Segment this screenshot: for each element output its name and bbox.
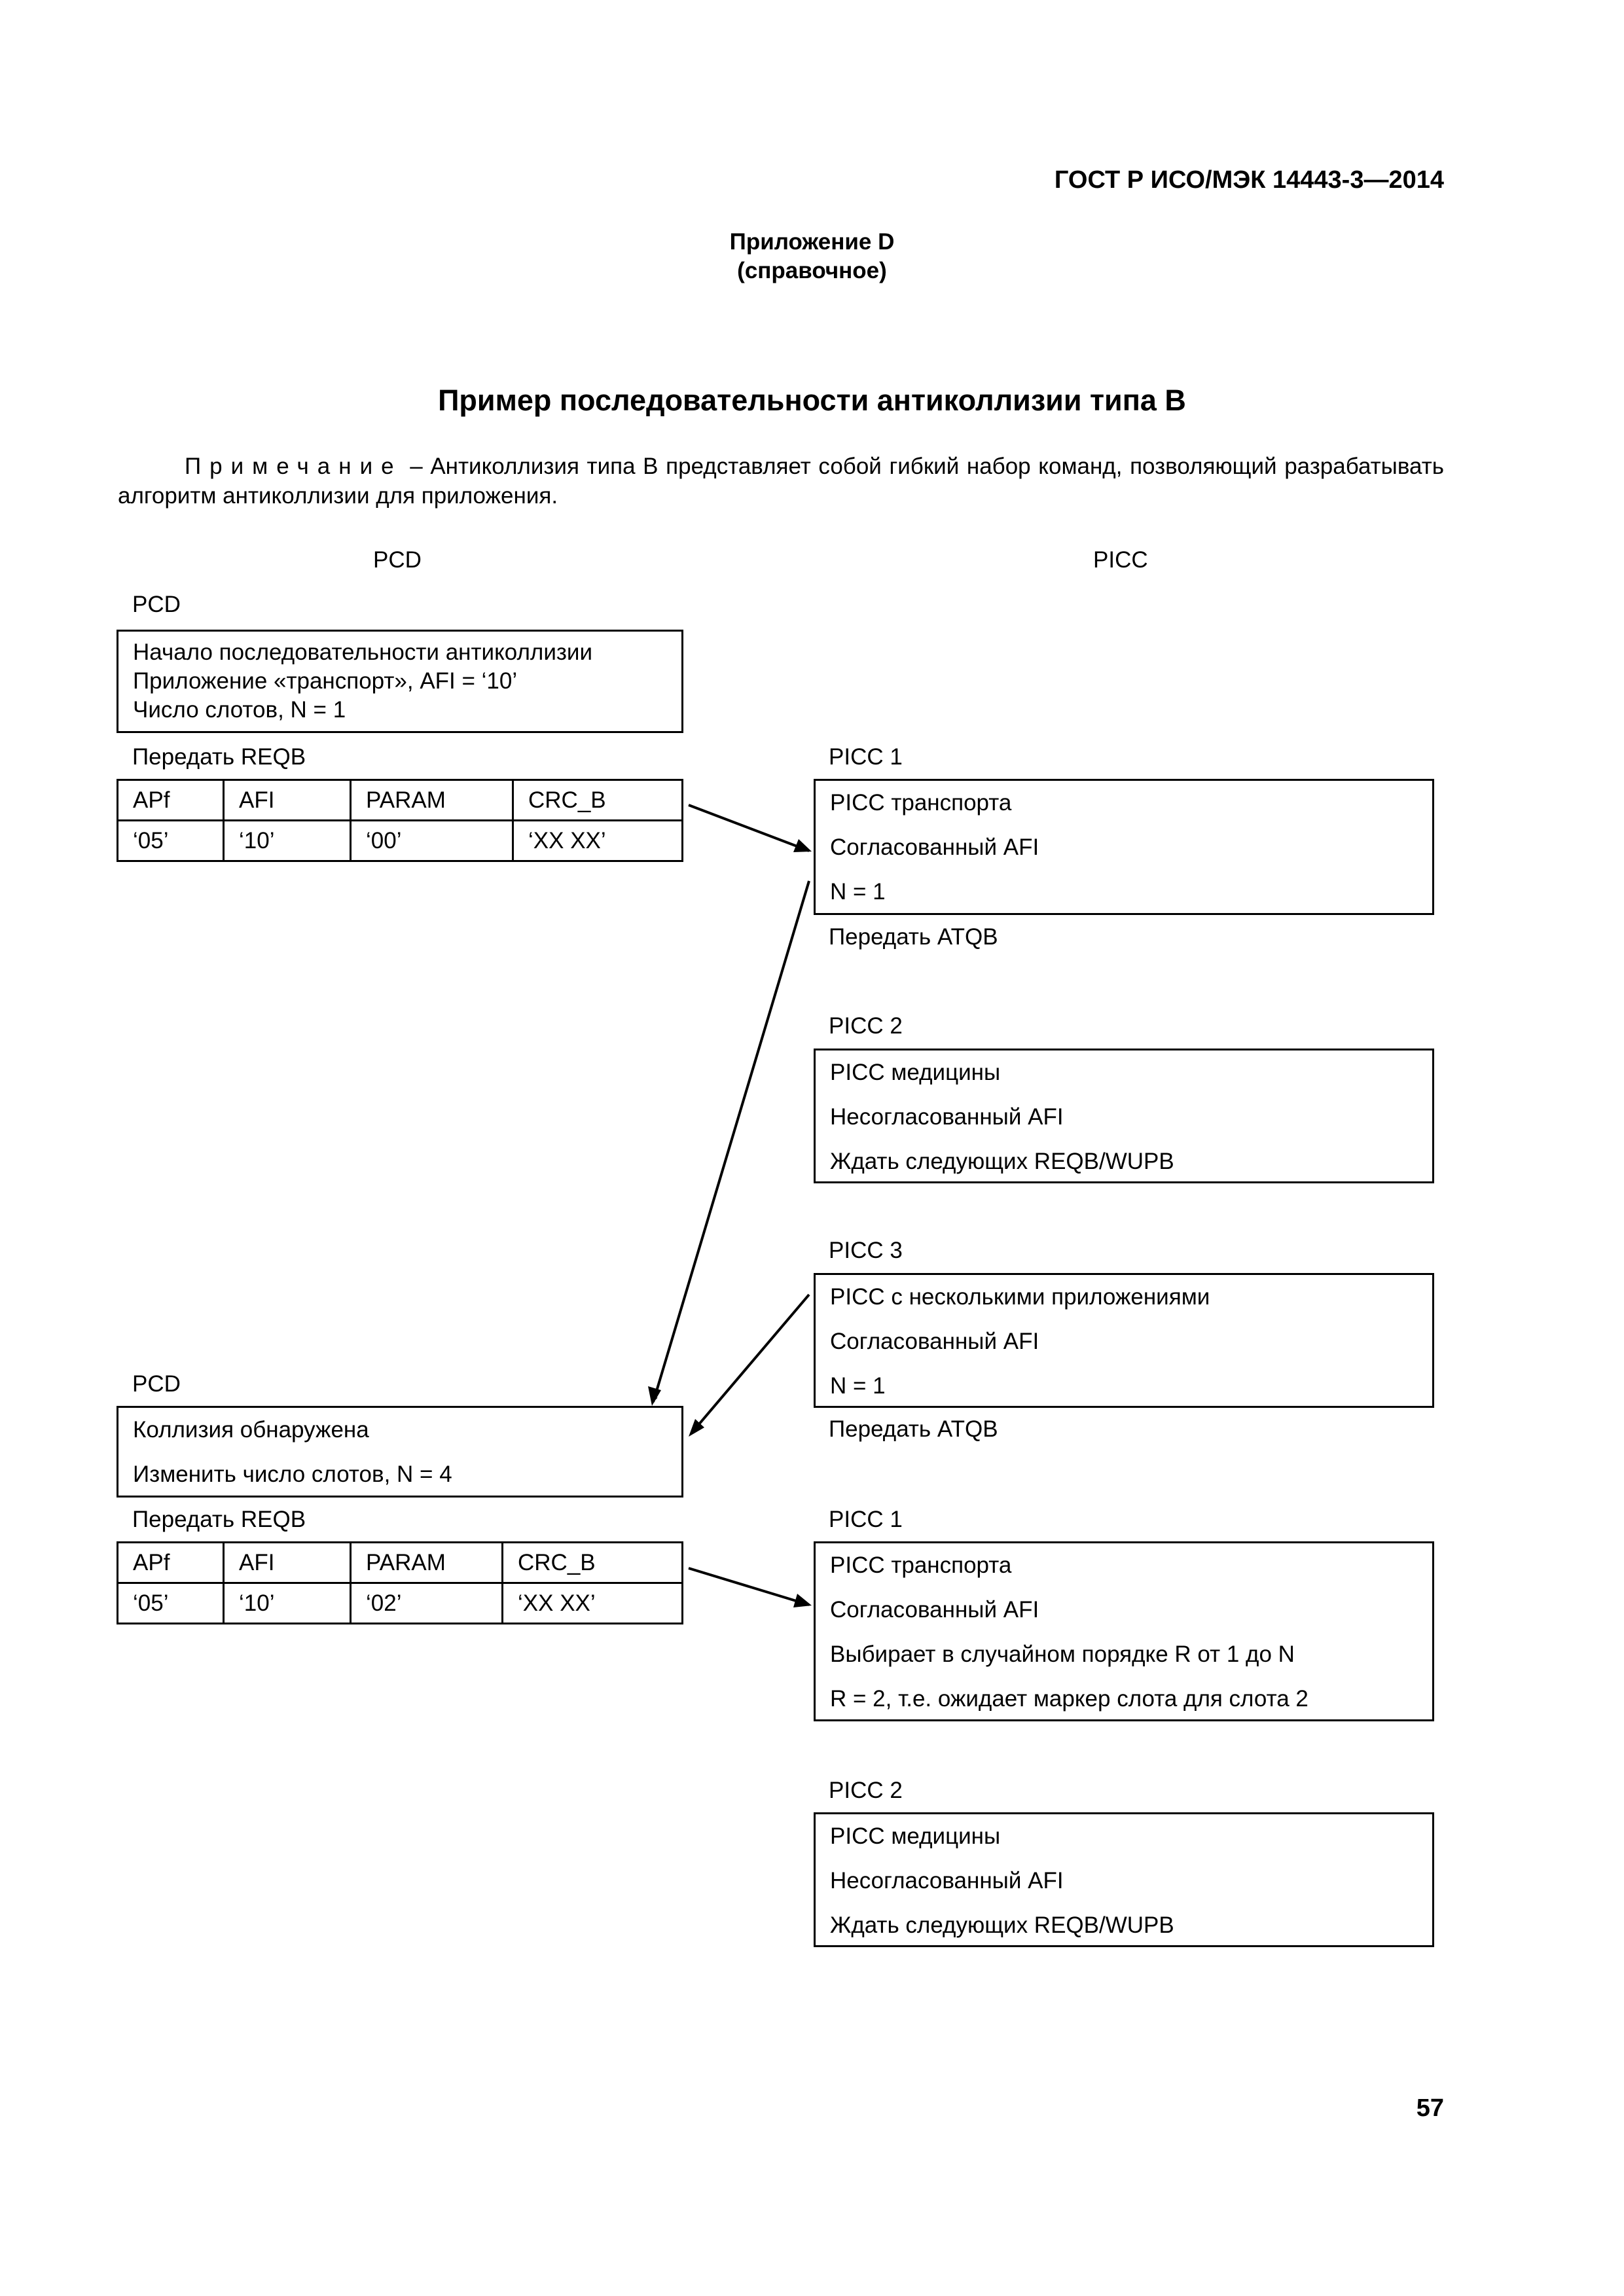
table-header-cell: PARAM bbox=[351, 780, 513, 821]
pcd-collision-line: Коллизия обнаружена bbox=[133, 1417, 369, 1443]
table-header-cell: AFI bbox=[224, 1543, 351, 1583]
picc3-line: N = 1 bbox=[830, 1373, 886, 1399]
picc3-label: PICC 3 bbox=[829, 1238, 903, 1263]
picc2-line: PICC медицины bbox=[830, 1823, 1001, 1849]
arrow-reqb-to-picc1 bbox=[689, 805, 809, 851]
table-cell: ‘10’ bbox=[224, 821, 351, 861]
table-header-cell: APf bbox=[118, 780, 224, 821]
picc1-line: Согласованный AFI bbox=[830, 1597, 1039, 1623]
picc1-line: R = 2, т.е. ожидает маркер слота для слота 2 bbox=[830, 1686, 1308, 1712]
picc1-line: PICC транспорта bbox=[830, 790, 1012, 816]
pcd-collision-line: Изменить число слотов, N = 4 bbox=[133, 1462, 452, 1487]
table-cell: ‘00’ bbox=[351, 821, 513, 861]
picc3-line: Согласованный AFI bbox=[830, 1329, 1039, 1354]
pcd-label: PCD bbox=[132, 1371, 181, 1397]
column-header-picc: PICC bbox=[1093, 547, 1148, 573]
picc2-line: Несогласованный AFI bbox=[830, 1104, 1064, 1130]
send-reqb-label: Передать REQB bbox=[132, 744, 306, 770]
picc1-line: PICC транспорта bbox=[830, 1552, 1012, 1578]
pcd-start-line: Число слотов, N = 1 bbox=[133, 697, 346, 723]
picc1-label: PICC 1 bbox=[829, 744, 903, 770]
table-cell: ‘XX XX’ bbox=[513, 821, 683, 861]
page-number: 57 bbox=[1416, 2094, 1444, 2122]
column-header-pcd: PCD bbox=[373, 547, 422, 573]
table-cell: ‘10’ bbox=[224, 1583, 351, 1624]
arrowhead-icon bbox=[648, 1386, 661, 1406]
table-cell: ‘02’ bbox=[351, 1583, 503, 1624]
page-title: Пример последовательности антиколлизии типа В bbox=[438, 384, 1186, 417]
pcd-start-line: Приложение «транспорт», AFI = ‘10’ bbox=[133, 668, 518, 694]
table-header-cell: APf bbox=[118, 1543, 224, 1583]
arrowhead-icon bbox=[793, 1594, 812, 1607]
picc1-send-atqb: Передать ATQB bbox=[829, 924, 998, 950]
table-cell: ‘05’ bbox=[118, 1583, 224, 1624]
picc1-line: Согласованный AFI bbox=[830, 834, 1039, 860]
picc2-line: PICC медицины bbox=[830, 1060, 1001, 1085]
picc2-label: PICC 2 bbox=[829, 1013, 903, 1039]
picc3-line: PICC с несколькими приложениями bbox=[830, 1284, 1210, 1310]
picc2-line: Ждать следующих REQB/WUPB bbox=[830, 1912, 1174, 1938]
send-reqb-label: Передать REQB bbox=[132, 1507, 306, 1532]
appendix-kind: (справочное) bbox=[737, 258, 887, 283]
table-header-cell: CRC_B bbox=[503, 1543, 683, 1583]
arrow-picc3-to-pcd bbox=[691, 1295, 809, 1433]
table-header-cell: PARAM bbox=[351, 1543, 503, 1583]
picc2-label: PICC 2 bbox=[829, 1778, 903, 1803]
document-id: ГОСТ Р ИСО/МЭК 14443-3—2014 bbox=[1054, 166, 1444, 194]
picc1-line: Выбирает в случайном порядке R от 1 до N bbox=[830, 1641, 1295, 1667]
appendix-label: Приложение D bbox=[729, 229, 895, 255]
table-header-cell: CRC_B bbox=[513, 780, 683, 821]
note-label: Примечание bbox=[185, 454, 403, 479]
picc2-line: Ждать следующих REQB/WUPB bbox=[830, 1149, 1174, 1174]
picc1-line: N = 1 bbox=[830, 879, 886, 905]
pcd-label: PCD bbox=[132, 592, 181, 617]
arrow-reqb2-to-picc1 bbox=[689, 1568, 809, 1605]
picc2-line: Несогласованный AFI bbox=[830, 1868, 1064, 1893]
picc1-label: PICC 1 bbox=[829, 1507, 903, 1532]
note-text: – Антиколлизия типа В представляет собой гибкий набор команд, позволяющий разрабатывать алгоритм антиколлизии для приложения. bbox=[118, 454, 1444, 509]
picc3-send-atqb: Передать ATQB bbox=[829, 1416, 998, 1442]
pcd-start-line: Начало последовательности антиколлизии bbox=[133, 639, 593, 665]
table-cell: ‘XX XX’ bbox=[503, 1583, 683, 1624]
table-header-cell: AFI bbox=[224, 780, 351, 821]
arrowhead-icon bbox=[793, 839, 812, 852]
table-cell: ‘05’ bbox=[118, 821, 224, 861]
